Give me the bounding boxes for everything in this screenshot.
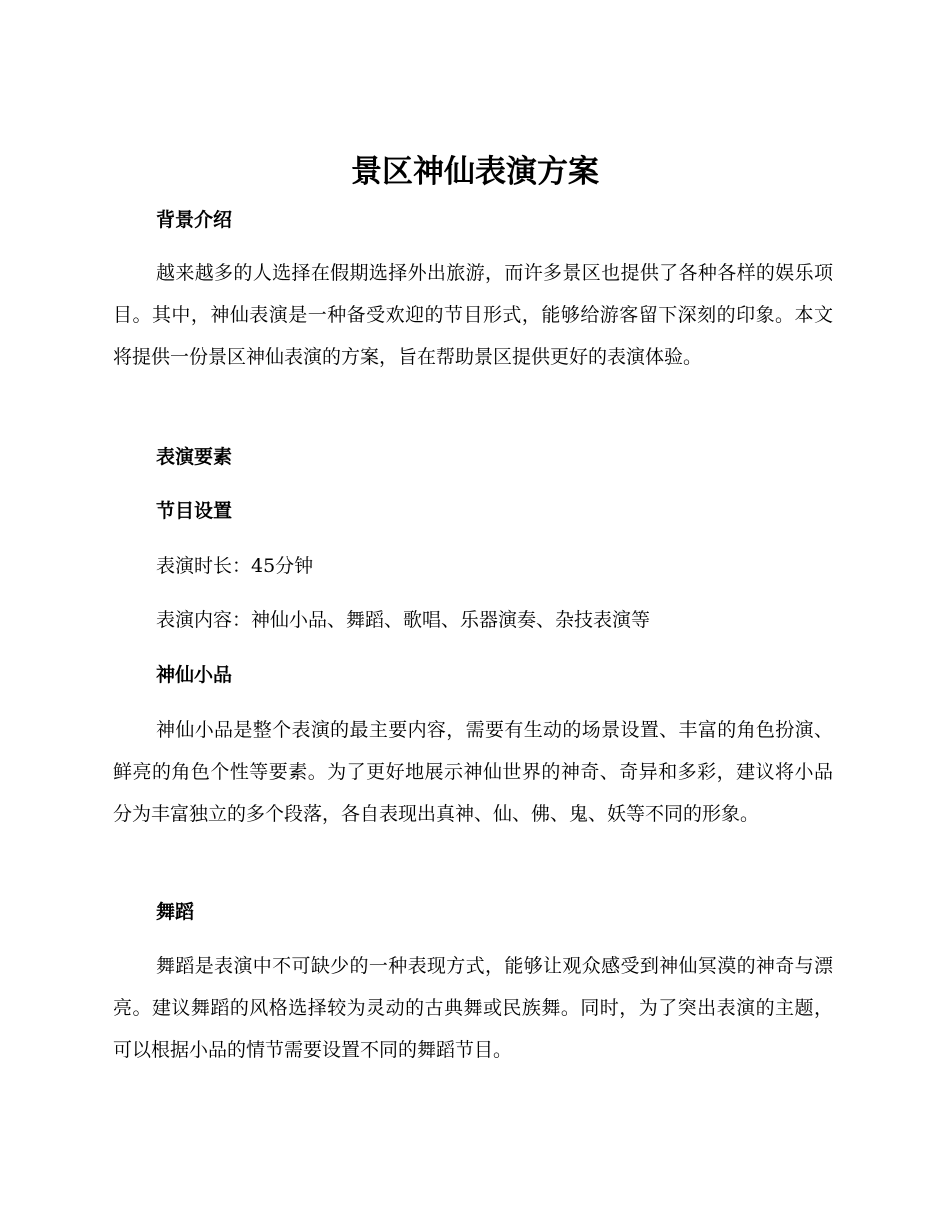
paragraph-background: 越来越多的人选择在假期选择外出旅游，而许多景区也提供了各种各样的娱乐项目。其中，神仙表演是一种备受欢迎的节目形式，能够给游客留下深刻的印象。本文将提供一份景区神仙表演的方案，旨在帮助景区提供更好的表演体验。: [113, 262, 833, 368]
duration-line: 表演时长：45分钟: [156, 555, 314, 577]
paragraph-dance: 舞蹈是表演中不可缺少的一种表现方式，能够让观众感受到神仙冥漠的神奇与漂亮。建议舞蹈的风格选择较为灵动的古典舞或民族舞。同时，为了突出表演的主题，可以根据小品的情节需要设置不同的舞蹈节目。: [113, 955, 833, 1061]
heading-skit: 神仙小品: [156, 664, 233, 686]
content-line: 表演内容：神仙小品、舞蹈、歌唱、乐器演奏、杂技表演等: [156, 609, 651, 631]
heading-background: 背景介绍: [156, 209, 233, 231]
document-title: 景区神仙表演方案: [351, 154, 599, 190]
paragraph-skit: 神仙小品是整个表演的最主要内容，需要有生动的场景设置、丰富的角色扮演、鲜亮的角色个性等要素。为了更好地展示神仙世界的神奇、奇异和多彩，建议将小品分为丰富独立的多个段落，各自表现出真神、仙、佛、鬼、妖等不同的形象。: [113, 719, 833, 825]
heading-program: 节目设置: [156, 500, 233, 522]
heading-elements: 表演要素: [156, 446, 233, 468]
heading-dance: 舞蹈: [156, 901, 195, 923]
